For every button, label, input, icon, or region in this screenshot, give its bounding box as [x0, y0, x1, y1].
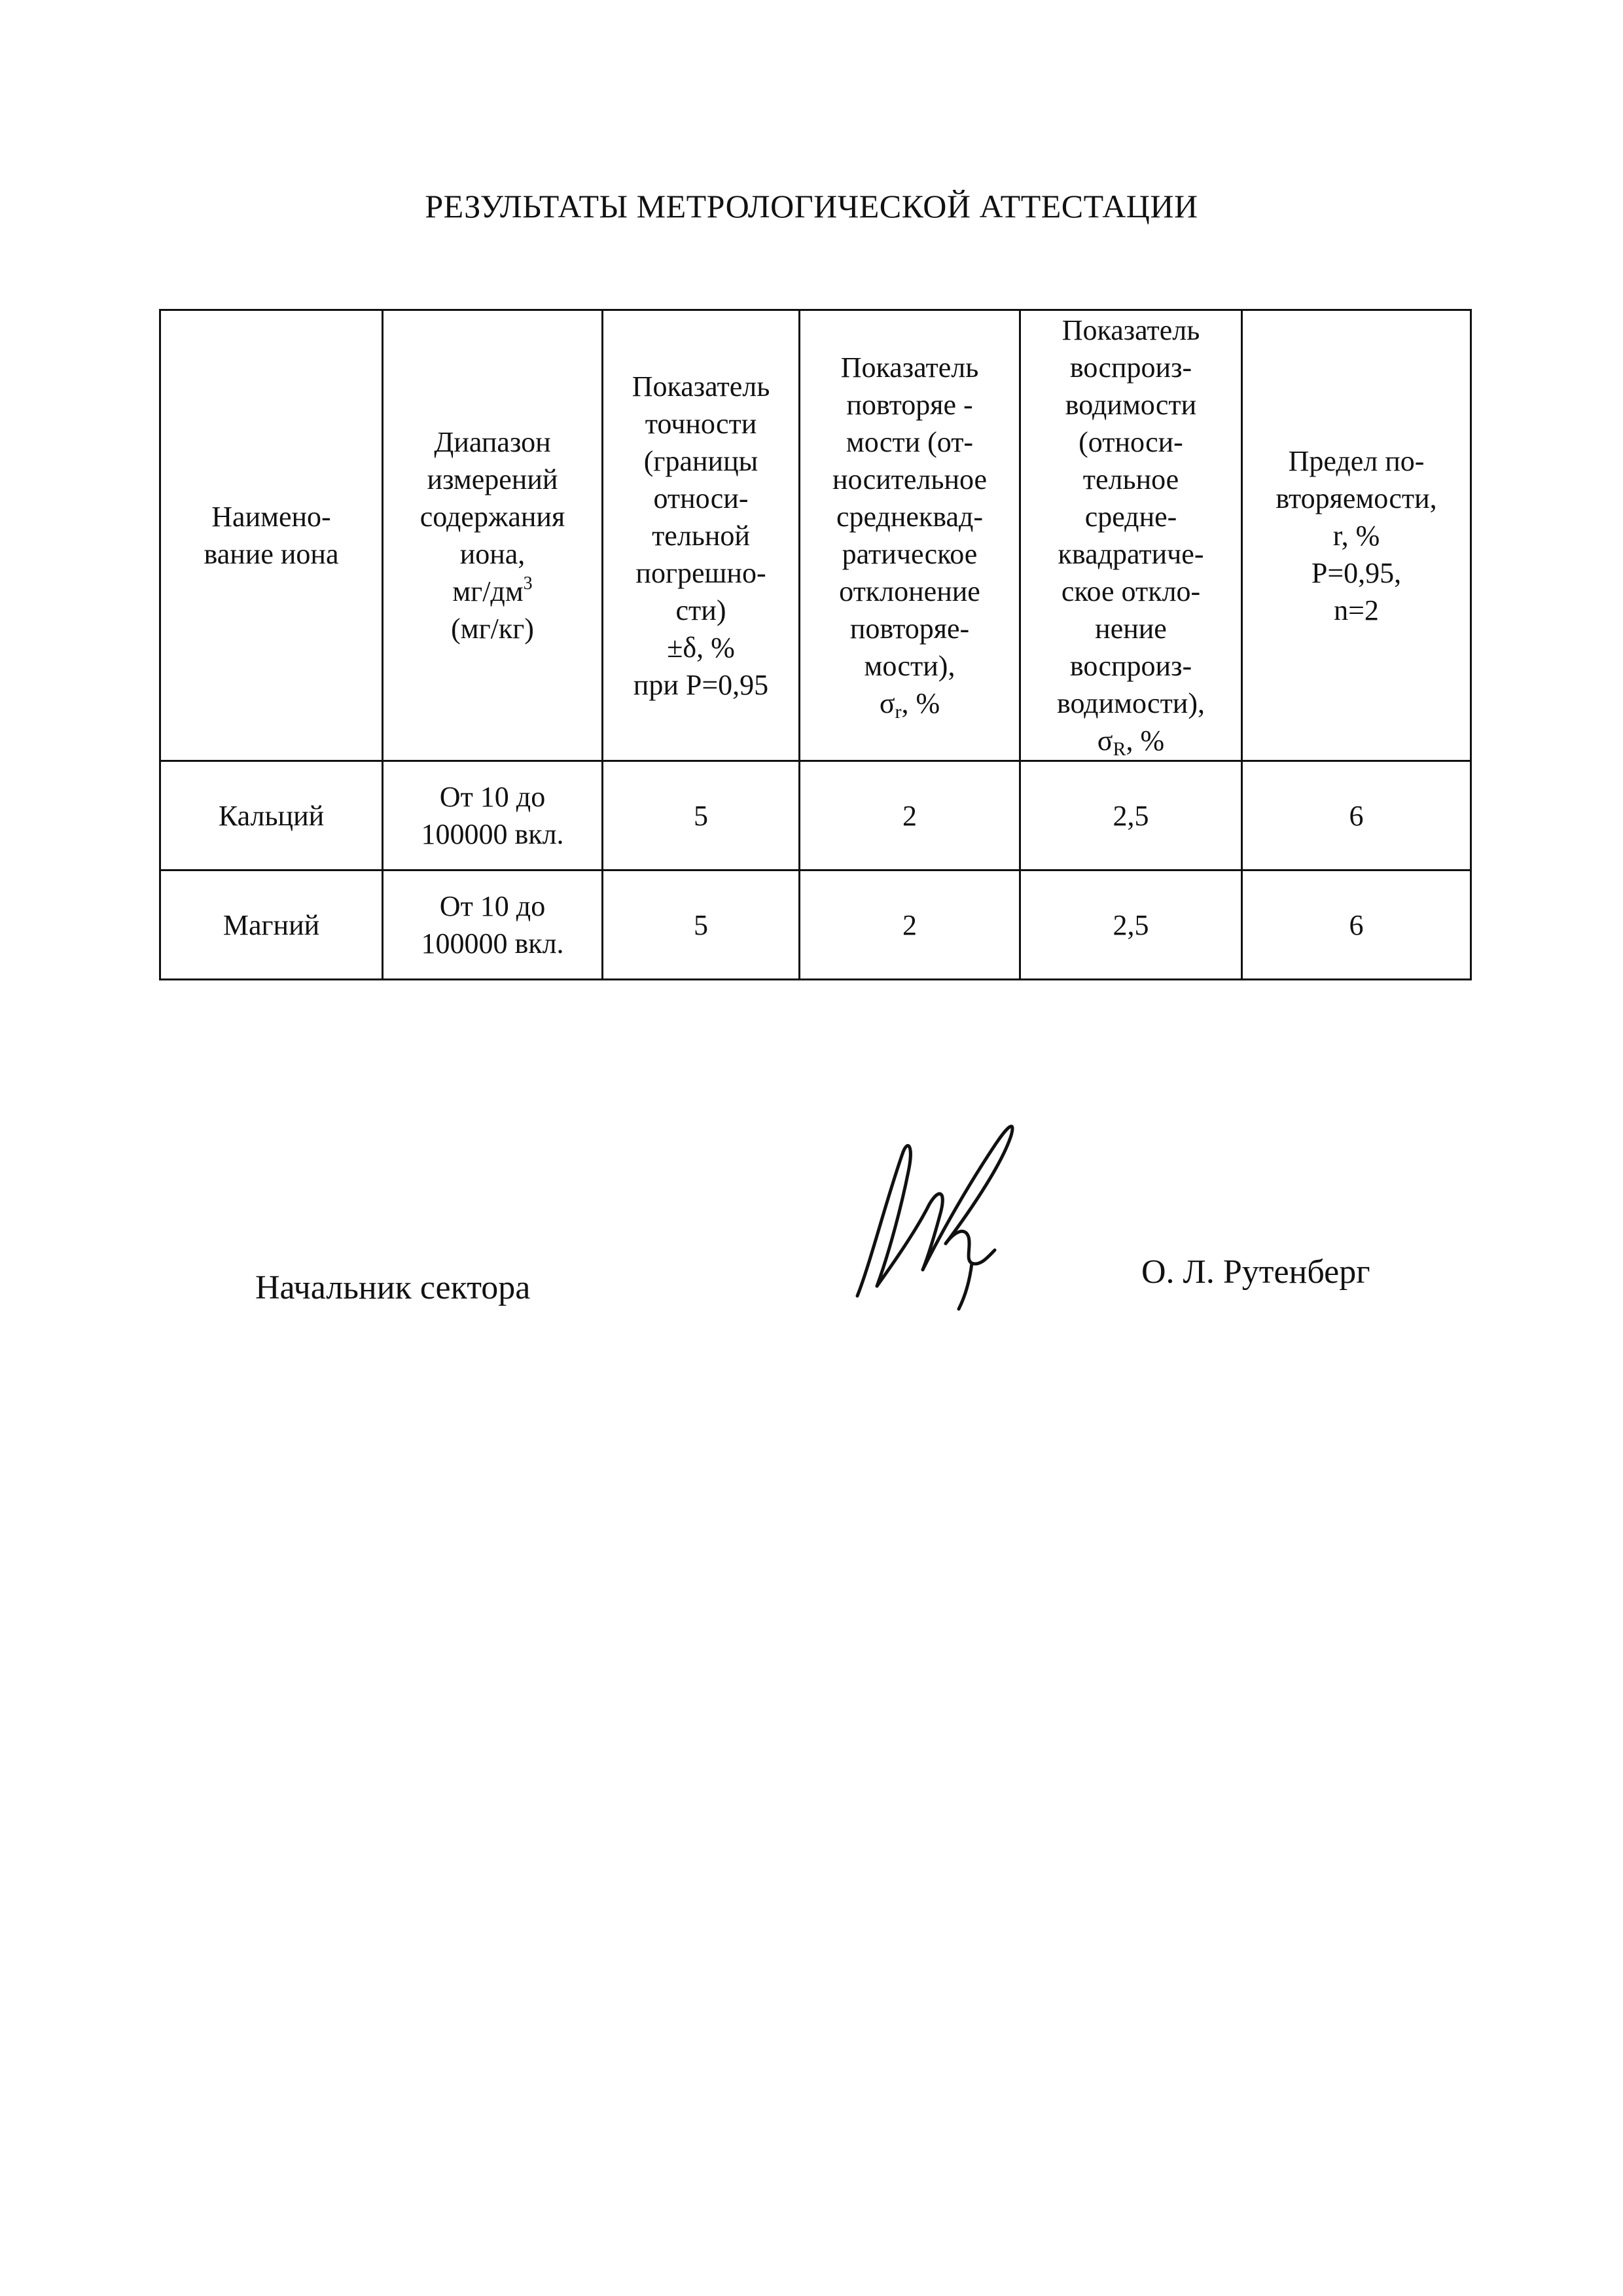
header-repeatability-limit: Предел по- вторяемости, r, % Р=0,95, n=2	[1242, 310, 1471, 761]
cell-ion: Кальций	[160, 761, 383, 870]
cell-range: От 10 до 100000 вкл.	[383, 870, 603, 980]
header-measurement-range	[383, 310, 603, 761]
cell-ion: Магний	[160, 870, 383, 980]
table-header-row	[160, 310, 1471, 761]
header-accuracy: Показатель точности (границы относи- тельной погрешно- сти) ±δ, % при Р=0,95	[603, 310, 800, 761]
handwritten-signature	[831, 1100, 1027, 1322]
header-repeatability-subscript: r	[895, 701, 902, 723]
header-reproducibility-subscript: R	[1113, 738, 1126, 760]
cell-reproducibility: 2,5	[1020, 870, 1242, 980]
cell-repeatability: 2	[800, 870, 1020, 980]
cell-limit: 6	[1242, 870, 1471, 980]
cell-range: От 10 до 100000 вкл.	[383, 761, 603, 870]
header-repeatability-unit: , %	[901, 687, 940, 719]
results-table	[159, 309, 1472, 980]
signatory-name: О. Л. Рутенберг	[1141, 1253, 1370, 1291]
header-ion-name: Наимено- вание иона	[160, 310, 383, 761]
table-row	[160, 761, 1471, 870]
header-reproducibility-text: Показатель воспроиз- водимости (относи- тельное средне- квадратиче- ское откло- нение воспроиз- водимости), σ	[1056, 314, 1205, 757]
header-repeatability	[800, 310, 1020, 761]
header-range-tail: (мг/кг)	[451, 613, 534, 645]
cell-accuracy: 5	[603, 870, 800, 980]
header-reproducibility	[1020, 310, 1242, 761]
cell-accuracy: 5	[603, 761, 800, 870]
cell-limit: 6	[1242, 761, 1471, 870]
header-repeatability-text: Показатель повторяе - мости (от- носительное среднеквад- ратическое отклонение повторяе- мости), σ	[832, 351, 988, 719]
header-range-superscript: 3	[523, 573, 533, 594]
header-reproducibility-unit: , %	[1126, 725, 1165, 757]
cell-reproducibility: 2,5	[1020, 761, 1242, 870]
header-range-text: Диапазон измерений содержания иона, мг/дм	[419, 426, 565, 607]
document-title: РЕЗУЛЬТАТЫ МЕТРОЛОГИЧЕСКОЙ АТТЕСТАЦИИ	[425, 188, 1198, 224]
table-row	[160, 870, 1471, 980]
cell-repeatability: 2	[800, 761, 1020, 870]
signatory-position: Начальник сектора	[255, 1269, 531, 1306]
